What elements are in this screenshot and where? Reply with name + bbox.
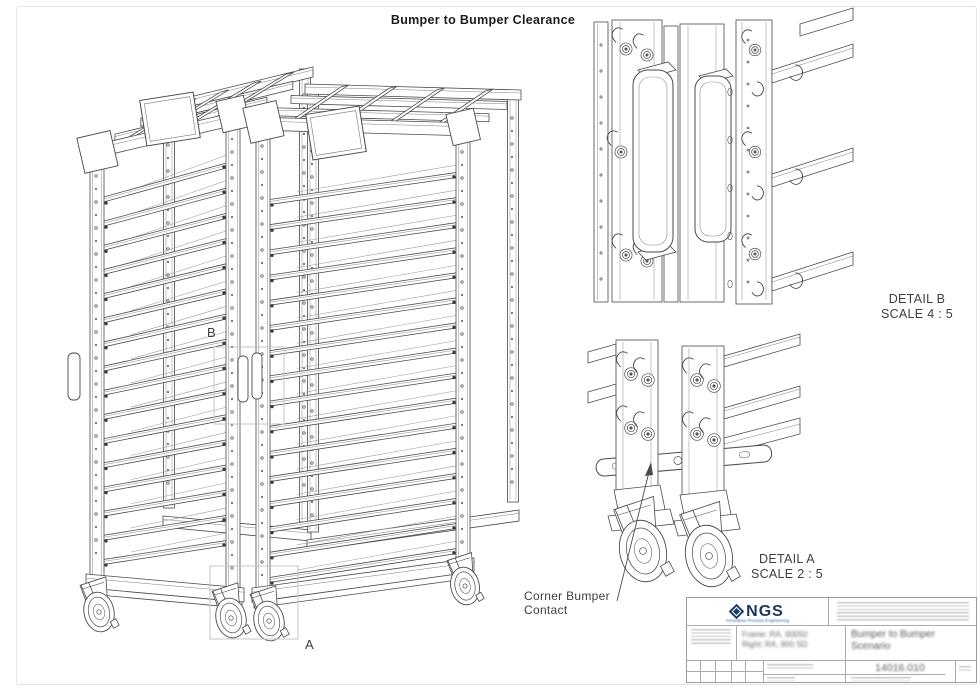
author-redacted <box>767 664 813 670</box>
item-description <box>742 630 807 650</box>
detail-a-scale: SCALE 2 : 5 <box>750 567 824 581</box>
item-line-1: Frame: RA, 90050 <box>742 630 808 639</box>
corner-bumper-callout-line2: Contact <box>524 603 568 617</box>
scale-redacted <box>851 677 911 681</box>
detail-a-title: DETAIL A <box>759 552 815 566</box>
corner-bumper-callout-line1: Corner Bumper <box>524 589 610 603</box>
ngs-logo-icon <box>729 604 745 620</box>
disclaimer-redacted-text <box>837 602 969 621</box>
corner-bumper-callout <box>524 589 610 617</box>
detail-b-title: DETAIL B <box>888 292 946 306</box>
detail-b-marker: B <box>207 325 216 340</box>
title-block <box>686 597 977 683</box>
drawing-title-line2: Scenario <box>851 641 891 652</box>
detail-b-scale: SCALE 4 : 5 <box>880 307 954 321</box>
item-line-2: Right: RA, 900 SD <box>742 640 808 649</box>
drawing-title-line1: Bumper to Bumper <box>851 629 935 640</box>
detail-a-marker: A <box>305 637 314 652</box>
sheet-title: Bumper to Bumper Clearance <box>390 13 576 27</box>
drawing-title <box>851 629 935 653</box>
detail-b-caption <box>857 292 977 322</box>
company-tagline: Innovative Process Engineering <box>725 618 790 623</box>
detail-a-caption <box>727 552 847 582</box>
field-labels-redacted <box>691 629 731 644</box>
rev-redacted <box>959 666 971 672</box>
date-redacted <box>767 677 795 681</box>
company-name: NGS <box>746 602 784 620</box>
drawing-number: 14016.010 <box>875 662 925 674</box>
